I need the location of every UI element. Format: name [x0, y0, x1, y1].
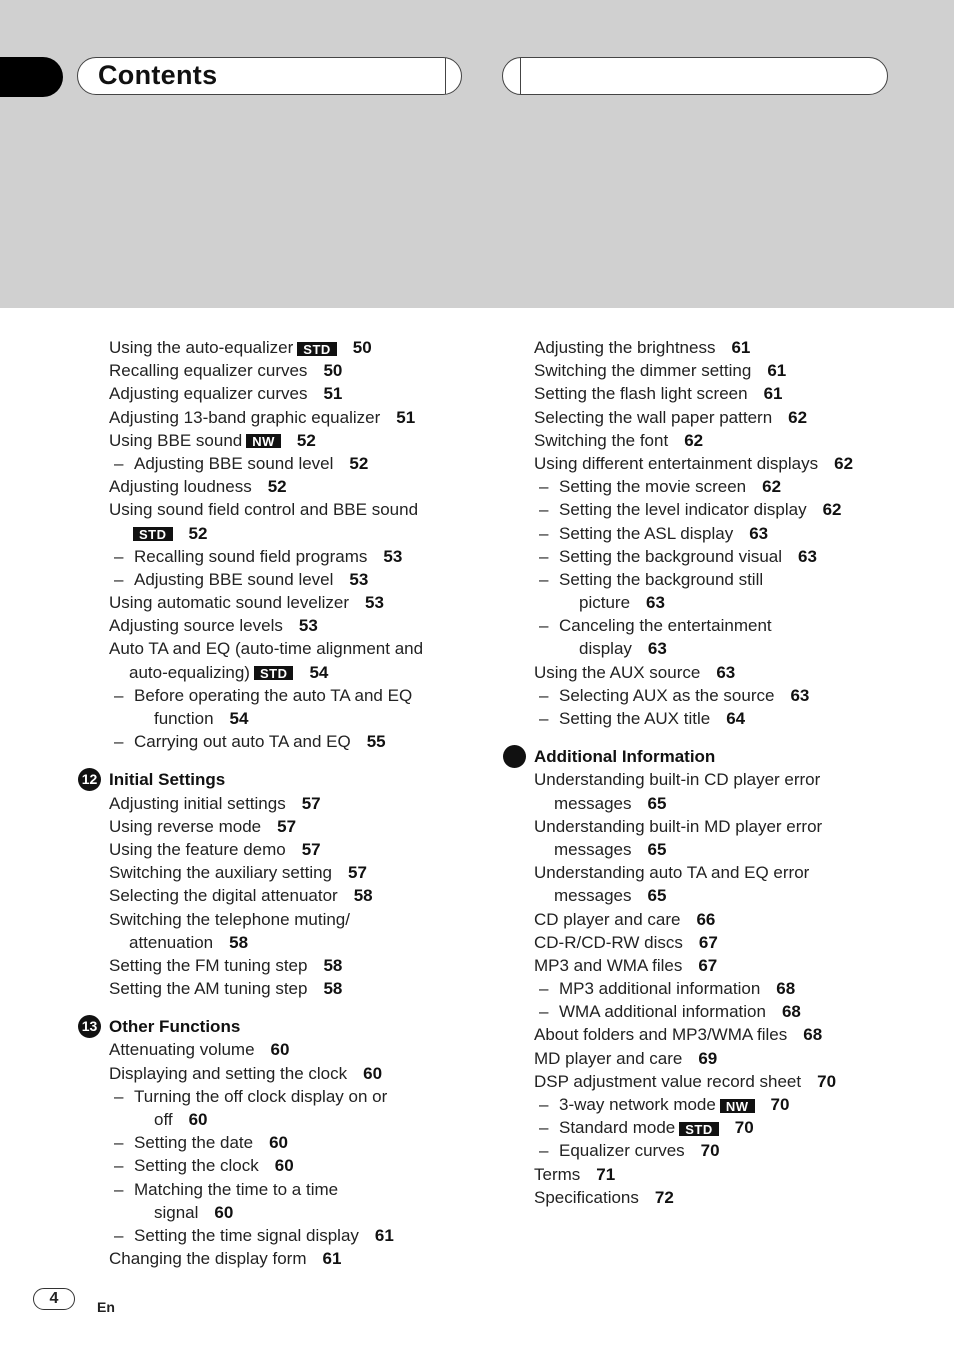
chapter-tab	[0, 57, 63, 97]
toc-entry	[534, 768, 924, 791]
toc-page-number: 60	[363, 1063, 383, 1083]
toc-entry-text: Adjusting the brightness	[534, 338, 716, 357]
toc-entry	[534, 522, 924, 545]
toc-page-number: 50	[323, 361, 343, 381]
section-title: Other Functions	[109, 1017, 241, 1037]
header-band	[0, 0, 954, 308]
toc-entry-text: messages	[554, 793, 632, 813]
toc-page-number: 65	[647, 886, 667, 906]
toc-entry	[109, 498, 489, 521]
toc-page-number: 58	[229, 932, 249, 952]
mode-badge: NW	[246, 434, 281, 448]
toc-page-number: 63	[716, 662, 736, 682]
toc-entry-text: messages	[554, 839, 632, 859]
toc-entry	[534, 429, 924, 452]
toc-entry	[534, 1163, 924, 1186]
toc-page-number: 61	[763, 384, 783, 404]
toc-entry-text: – WMA additional information	[559, 1002, 766, 1021]
toc-entry-text: – Matching the time to a time	[134, 1180, 338, 1199]
toc-entry-text: – Equalizer curves	[559, 1141, 685, 1160]
toc-entry	[534, 498, 924, 521]
page-number: 4	[33, 1288, 75, 1310]
toc-entry-text: Understanding auto TA and EQ error	[534, 863, 810, 883]
toc-entry	[534, 406, 924, 429]
toc-entry	[109, 815, 489, 838]
toc-page-number: 67	[698, 955, 718, 975]
section-gap	[109, 753, 489, 768]
toc-page-number: 70	[817, 1071, 837, 1091]
chapter-number-icon: 12	[78, 768, 101, 791]
chapter-number-icon	[503, 745, 526, 768]
toc-entry	[534, 908, 924, 931]
toc-page-number: 58	[353, 886, 373, 906]
toc-page-number: 57	[348, 863, 367, 883]
toc-entry	[534, 931, 924, 954]
toc-entry-text: MP3 and WMA files	[534, 955, 683, 975]
toc-entry-text: Using reverse mode	[109, 816, 262, 836]
toc-entry	[534, 452, 924, 475]
toc-entry	[534, 475, 924, 498]
toc-page-number: 71	[596, 1164, 616, 1184]
toc-entry	[109, 475, 489, 498]
toc-entry	[534, 545, 924, 568]
toc-entry	[109, 1108, 489, 1131]
toc-page-number: 61	[731, 338, 751, 357]
toc-page-number: 53	[365, 593, 384, 613]
toc-entry	[534, 707, 924, 730]
toc-entry	[534, 792, 924, 815]
toc-entry	[109, 568, 489, 591]
toc-entry	[534, 861, 924, 884]
toc-entry-text: Specifications	[534, 1187, 639, 1207]
toc-entry-text: Setting the flash light screen	[534, 384, 748, 404]
toc-entry	[534, 382, 924, 405]
toc-page-number: 67	[698, 932, 718, 952]
toc-entry	[109, 1201, 489, 1224]
toc-entry-text: off	[154, 1110, 173, 1129]
toc-page-number: 63	[647, 639, 667, 659]
toc-page-number: 65	[647, 839, 667, 859]
toc-page-number: 52	[267, 477, 287, 497]
toc-entry-text: Setting the FM tuning step	[109, 955, 308, 975]
toc-entry-text: – Setting the ASL display	[559, 524, 733, 543]
toc-entry-text: auto-equalizing)	[129, 662, 250, 682]
toc-entry	[534, 954, 924, 977]
section-heading	[81, 1015, 489, 1038]
toc-page-number: 53	[383, 546, 403, 566]
toc-entry-text: Understanding built-in CD player error	[534, 770, 821, 790]
toc-entry	[534, 1070, 924, 1093]
toc-entry	[109, 792, 489, 815]
toc-page-number: 58	[323, 979, 343, 999]
toc-entry	[109, 336, 489, 359]
toc-page-number: 60	[274, 1156, 294, 1176]
section-gap	[534, 730, 924, 745]
toc-entry-text: Setting the AM tuning step	[109, 979, 308, 999]
page-title: Contents	[98, 60, 218, 90]
toc-page-number: 58	[323, 955, 343, 975]
toc-page-number: 60	[270, 1040, 290, 1060]
toc-entry-text: – MP3 additional information	[559, 979, 760, 998]
toc-entry-text: Selecting the wall paper pattern	[534, 407, 773, 427]
toc-entry	[109, 1224, 489, 1247]
toc-entry-text: Using the auto-equalizer	[109, 338, 294, 357]
toc-entry	[109, 730, 489, 753]
toc-entry	[109, 684, 489, 707]
chapter-number-icon: 13	[78, 1015, 101, 1038]
toc-entry	[534, 591, 924, 614]
toc-entry	[109, 429, 489, 452]
toc-page-number: 70	[734, 1118, 754, 1138]
toc-page-number: 64	[726, 709, 746, 728]
toc-entry-text: – Recalling sound field programs	[134, 547, 367, 566]
toc-entry-text: – Setting the AUX title	[559, 709, 710, 728]
toc-entry-text: – Setting the movie screen	[559, 477, 746, 496]
toc-page-number: 69	[698, 1048, 718, 1068]
toc-page-number: 52	[349, 453, 369, 473]
toc-entry	[109, 452, 489, 475]
toc-page-number: 61	[374, 1225, 394, 1245]
toc-entry	[534, 614, 924, 637]
toc-entry-text: Understanding built-in MD player error	[534, 816, 823, 836]
toc-entry	[534, 1023, 924, 1046]
title-box	[77, 57, 462, 95]
toc-page-number: 68	[776, 979, 796, 999]
toc-entry	[109, 707, 489, 730]
toc-entry-text: – 3-way network mode	[559, 1095, 716, 1114]
toc-entry-text: Using different entertainment displays	[534, 453, 819, 473]
mode-badge: STD	[679, 1122, 719, 1136]
toc-entry	[109, 661, 489, 684]
toc-entry	[109, 1085, 489, 1108]
toc-entry-text: MD player and care	[534, 1048, 683, 1068]
toc-page-number: 57	[301, 793, 321, 813]
toc-page-number: 50	[352, 338, 372, 357]
toc-entry	[109, 382, 489, 405]
toc-entry-text: messages	[554, 886, 632, 906]
toc-entry	[109, 908, 489, 931]
toc-entry-text: Terms	[534, 1164, 581, 1184]
toc-entry-text: – Setting the time signal display	[134, 1226, 359, 1245]
toc-entry-text: picture	[579, 593, 631, 613]
toc-entry	[109, 931, 489, 954]
toc-page-number: 68	[803, 1025, 823, 1045]
toc-entry-text: About folders and MP3/WMA files	[534, 1025, 788, 1045]
toc-entry	[109, 838, 489, 861]
section-title: Initial Settings	[109, 770, 226, 790]
toc-entry	[534, 1186, 924, 1209]
toc-page-number: 53	[349, 569, 369, 589]
title-box-divider	[445, 58, 446, 94]
toc-entry	[109, 977, 489, 1000]
toc-entry	[534, 815, 924, 838]
toc-entry	[534, 359, 924, 382]
toc-entry	[109, 884, 489, 907]
toc-page-number: 54	[229, 709, 249, 728]
toc-entry-text: – Before operating the auto TA and EQ	[134, 686, 412, 705]
toc-entry-text: display	[579, 639, 632, 659]
toc-page-number: 65	[647, 793, 667, 813]
toc-page-number: 68	[781, 1002, 801, 1022]
toc-page-number: 60	[188, 1110, 208, 1129]
toc-page-number: 61	[322, 1249, 342, 1269]
toc-page-number: 62	[788, 407, 808, 427]
toc-page-number: 53	[298, 616, 318, 636]
toc-page-number: 63	[798, 546, 817, 566]
toc-entry-text: – Setting the level indicator display	[559, 500, 807, 519]
toc-page-number: 63	[749, 523, 769, 543]
toc-entry-text: Adjusting 13-band graphic equalizer	[109, 407, 381, 427]
toc-entry	[109, 1062, 489, 1085]
toc-entry	[109, 614, 489, 637]
toc-page-number: 62	[834, 453, 854, 473]
mode-badge: STD	[297, 342, 337, 356]
toc-page-number: 63	[646, 593, 665, 613]
toc-entry	[109, 522, 489, 545]
toc-entry	[109, 359, 489, 382]
section-heading	[81, 768, 489, 791]
toc-entry-text: – Setting the background still	[559, 570, 763, 589]
mode-badge: STD	[254, 666, 294, 680]
toc-entry	[109, 1154, 489, 1177]
toc-entry	[534, 1139, 924, 1162]
toc-page-number: 70	[770, 1095, 790, 1114]
toc-entry-text: Switching the auxiliary setting	[109, 863, 333, 883]
toc-entry-text: Switching the dimmer setting	[534, 361, 752, 381]
toc-column-right	[534, 336, 924, 1209]
toc-page-number: 60	[214, 1202, 234, 1222]
toc-page-number: 62	[684, 430, 704, 450]
toc-entry-text: – Carrying out auto TA and EQ	[134, 732, 351, 751]
toc-page-number: 51	[396, 407, 416, 427]
toc-entry-text: Using the AUX source	[534, 662, 701, 682]
toc-entry	[109, 637, 489, 660]
toc-entry-text: Displaying and setting the clock	[109, 1063, 348, 1083]
toc-entry-text: Changing the display form	[109, 1249, 307, 1269]
toc-entry-text: – Adjusting BBE sound level	[134, 454, 333, 473]
toc-entry-text: Switching the telephone muting/	[109, 909, 350, 929]
toc-entry	[109, 861, 489, 884]
toc-entry	[534, 1000, 924, 1023]
toc-entry	[534, 1116, 924, 1139]
toc-entry	[109, 545, 489, 568]
toc-page-number: 57	[301, 839, 321, 859]
section-title: Additional Information	[534, 747, 716, 767]
toc-entry	[109, 1131, 489, 1154]
toc-entry-text: signal	[154, 1202, 199, 1222]
toc-entry-text: – Setting the clock	[134, 1156, 259, 1175]
toc-entry	[534, 838, 924, 861]
toc-page-number: 54	[309, 662, 329, 682]
toc-entry-text: Switching the font	[534, 430, 669, 450]
section-gap	[109, 1000, 489, 1015]
toc-entry-text: Adjusting equalizer curves	[109, 384, 308, 404]
toc-entry	[109, 1038, 489, 1061]
toc-page-number: 51	[323, 384, 343, 404]
toc-page-number: 72	[654, 1187, 674, 1207]
toc-entry-text: – Selecting AUX as the source	[559, 686, 774, 705]
toc-entry-text: DSP adjustment value record sheet	[534, 1071, 802, 1091]
mode-badge: STD	[133, 527, 173, 541]
toc-entry-text: – Standard mode	[559, 1118, 675, 1137]
toc-entry	[109, 591, 489, 614]
section-heading	[534, 745, 924, 768]
toc-entry-text: – Setting the background visual	[559, 547, 782, 566]
toc-entry-text: Using sound field control and BBE sound	[109, 500, 419, 520]
toc-entry-text: Recalling equalizer curves	[109, 361, 308, 381]
toc-entry	[534, 568, 924, 591]
toc-page-number: 63	[790, 685, 810, 705]
toc-entry	[534, 1047, 924, 1070]
toc-page-number: 62	[822, 500, 842, 520]
toc-entry	[534, 336, 924, 359]
toc-entry	[109, 954, 489, 977]
empty-header-box	[502, 57, 888, 95]
toc-page-number: 62	[762, 477, 782, 497]
toc-entry-text: – Turning the off clock display on or	[134, 1087, 387, 1106]
toc-entry-text: Selecting the digital attenuator	[109, 886, 338, 906]
toc-entry-text: Attenuating volume	[109, 1040, 255, 1060]
toc-entry	[109, 1178, 489, 1201]
toc-page-number: 55	[366, 732, 386, 752]
toc-entry	[534, 884, 924, 907]
toc-entry-text: Using automatic sound levelizer	[109, 593, 350, 613]
toc-page-number: 61	[767, 361, 787, 381]
toc-entry-text: – Adjusting BBE sound level	[134, 570, 333, 589]
toc-entry	[534, 684, 924, 707]
toc-column-left	[81, 336, 489, 1270]
toc-entry-text: Adjusting loudness	[109, 477, 252, 497]
toc-page-number: 52	[188, 523, 208, 543]
toc-entry-text: Auto TA and EQ (auto-time alignment and	[109, 639, 424, 659]
toc-entry-text: Adjusting source levels	[109, 616, 283, 636]
toc-entry	[109, 406, 489, 429]
toc-entry	[534, 637, 924, 660]
toc-page-number: 52	[296, 430, 316, 450]
toc-entry	[534, 1093, 924, 1116]
toc-entry-text: function	[154, 709, 214, 728]
toc-entry-text: Using the feature demo	[109, 839, 286, 859]
toc-page-number: 57	[277, 816, 297, 836]
toc-page-number: 66	[696, 909, 716, 929]
toc-entry-text: Adjusting initial settings	[109, 793, 286, 813]
empty-box-divider	[520, 58, 521, 94]
toc-entry-text: attenuation	[129, 932, 214, 952]
toc-entry	[534, 661, 924, 684]
mode-badge: NW	[720, 1099, 755, 1113]
toc-entry-text: Using BBE sound	[109, 430, 243, 450]
toc-entry-text: CD player and care	[534, 909, 681, 929]
toc-page-number: 60	[269, 1133, 289, 1153]
toc-entry	[109, 1247, 489, 1270]
toc-entry	[534, 977, 924, 1000]
toc-page-number: 70	[700, 1141, 720, 1161]
toc-entry-text: – Setting the date	[134, 1133, 253, 1152]
toc-entry-text: – Canceling the entertainment	[559, 616, 772, 635]
toc-entry-text: CD-R/CD-RW discs	[534, 932, 683, 952]
language-label: En	[97, 1299, 115, 1315]
